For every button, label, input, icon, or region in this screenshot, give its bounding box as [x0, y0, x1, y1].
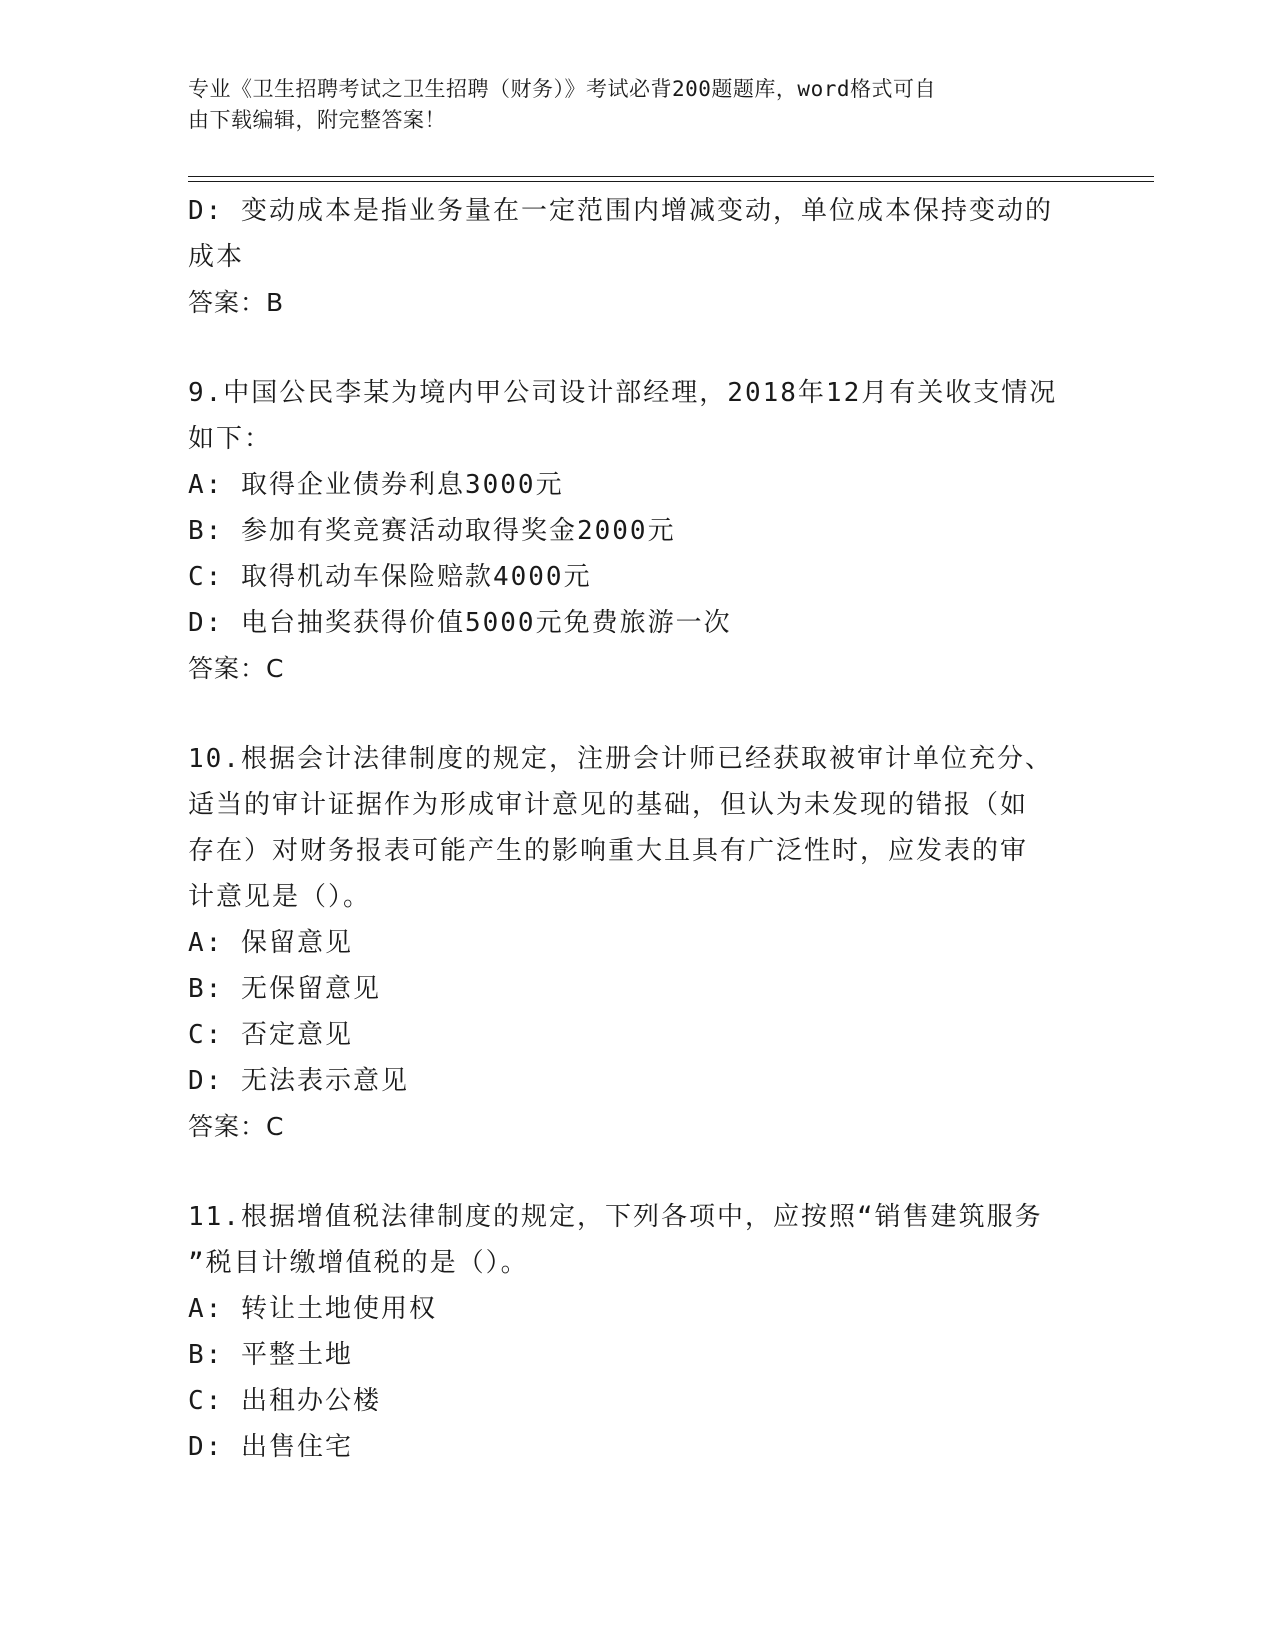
option-a: A: 取得企业债券利息3000元 [188, 470, 564, 500]
option-b: B: 无保留意见 [188, 974, 381, 1004]
option-d: D: 变动成本是指业务量在一定范围内增减变动，单位成本保持变动的 [188, 196, 1053, 226]
header-divider-bottom [188, 181, 1154, 182]
question-stem: ”税目计缴增值税的是（）。 [188, 1248, 529, 1278]
question-stem: 9.中国公民李某为境内甲公司设计部经理，2018年12月有关收支情况 [188, 378, 1058, 408]
answer-line: 答案：C [188, 654, 285, 683]
question-9 [188, 370, 1088, 692]
option-a: A: 保留意见 [188, 928, 353, 958]
option-a: A: 转让土地使用权 [188, 1294, 437, 1324]
option-b: B: 参加有奖竞赛活动取得奖金2000元 [188, 516, 676, 546]
question-list [188, 188, 1088, 1470]
option-d: D: 出售住宅 [188, 1432, 353, 1462]
option-d: D: 电台抽奖获得价值5000元免费旅游一次 [188, 608, 732, 638]
header-title-line-2: 由下载编辑，附完整答案！ [188, 108, 446, 132]
question-stem: 适当的审计证据作为形成审计意见的基础，但认为未发现的错报（如 [188, 790, 1029, 820]
question-stem: 存在）对财务报表可能产生的影响重大且具有广泛性时，应发表的审 [188, 836, 1029, 866]
question-stem: 10.根据会计法律制度的规定，注册会计师已经获取被审计单位充分、 [188, 744, 1053, 774]
document-header [188, 74, 1068, 136]
option-c: C: 取得机动车保险赔款4000元 [188, 562, 592, 592]
option-c: C: 否定意见 [188, 1020, 353, 1050]
option-c: C: 出租办公楼 [188, 1386, 381, 1416]
header-divider-top [188, 176, 1154, 177]
option-d-continued: 成本 [188, 242, 245, 272]
question-8-tail [188, 188, 1088, 326]
header-title-line-1: 专业《卫生招聘考试之卫生招聘（财务）》考试必背200题题库，word格式可自 [188, 77, 936, 101]
question-11 [188, 1194, 1088, 1470]
question-stem: 计意见是（）。 [188, 882, 372, 912]
option-b: B: 平整土地 [188, 1340, 353, 1370]
answer-line: 答案：C [188, 1112, 285, 1141]
question-stem: 11.根据增值税法律制度的规定，下列各项中，应按照“销售建筑服务 [188, 1202, 1043, 1232]
answer-line: 答案：B [188, 288, 285, 317]
question-stem: 如下： [188, 424, 273, 454]
option-d: D: 无法表示意见 [188, 1066, 409, 1096]
question-10 [188, 736, 1088, 1150]
